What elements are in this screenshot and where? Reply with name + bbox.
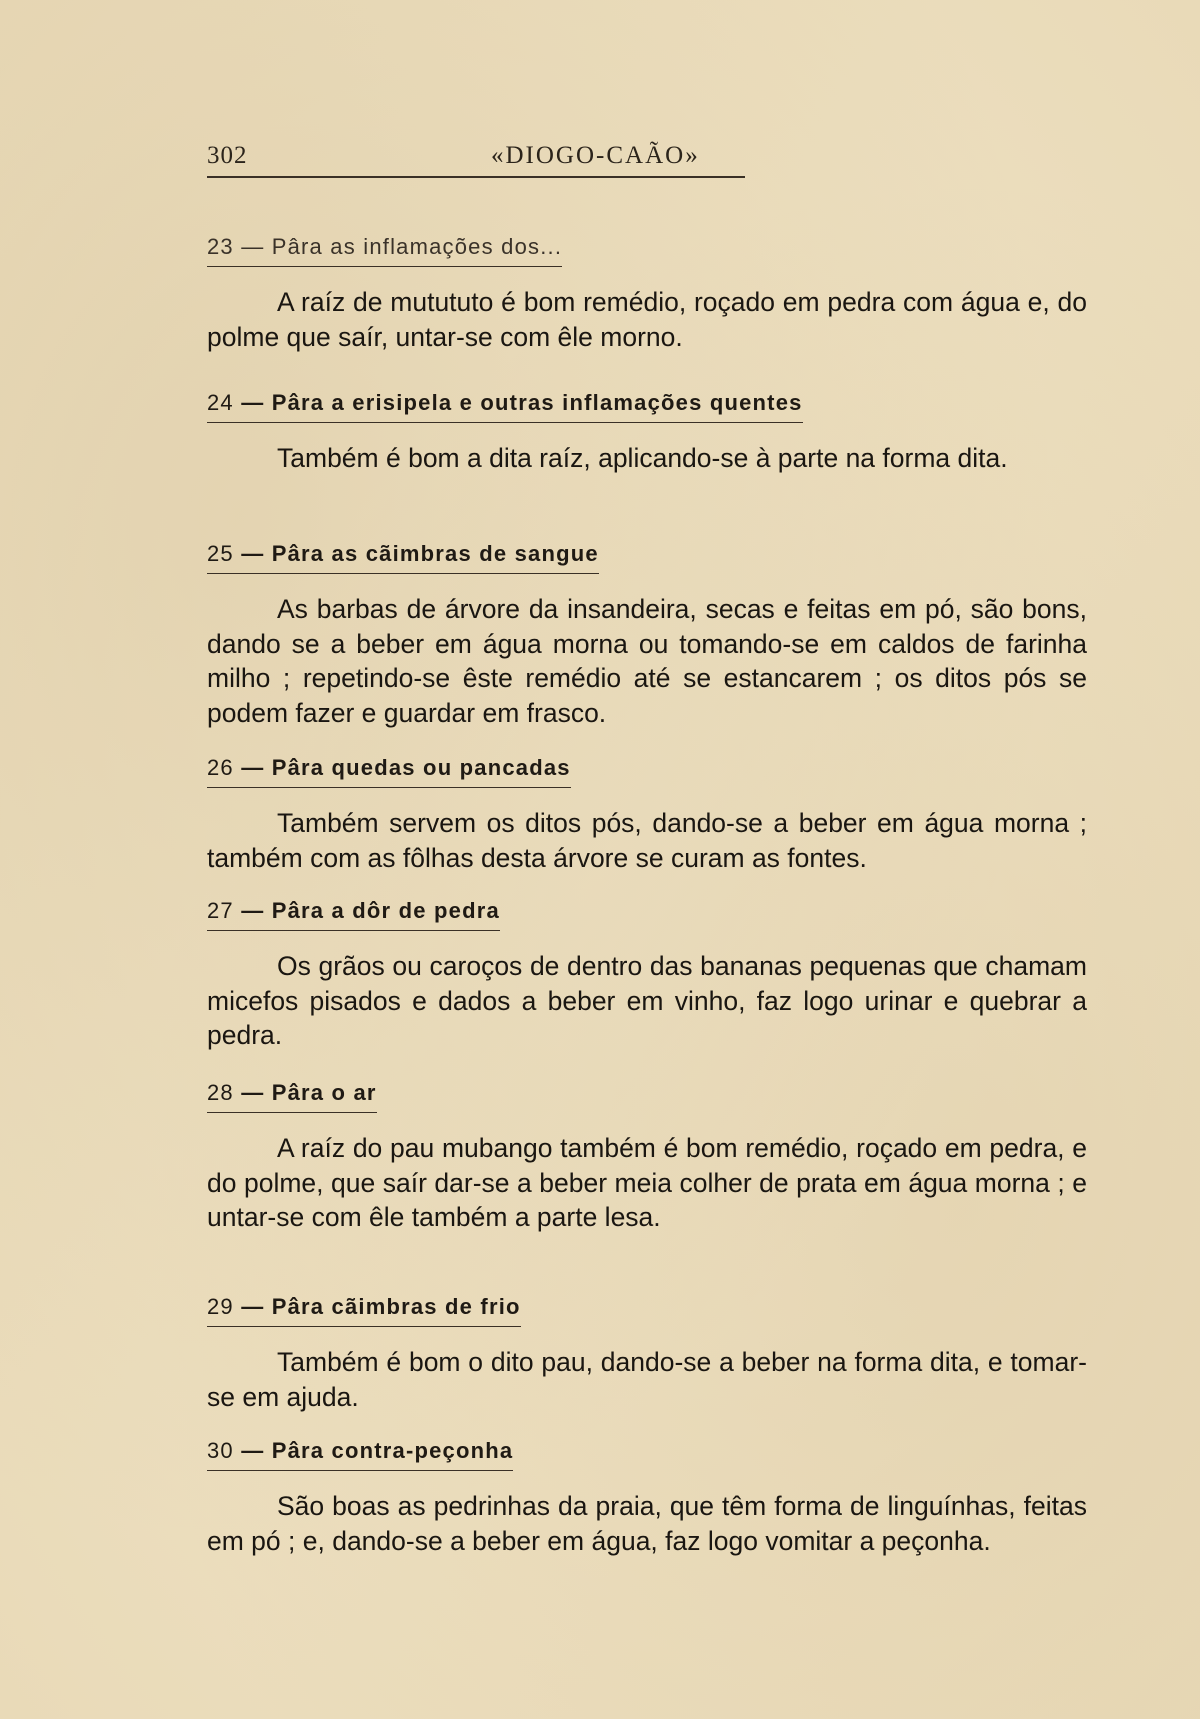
entry-number: 30 [207, 1438, 234, 1463]
entry-number: 23 [207, 234, 234, 259]
entry-body: As barbas de árvore da insandeira, secas e feitas em pó, são bons, dando se a beber em água morna ou tomando-se em caldos de farinha milho ; repetindo-se êste remédio até se estancarem ; os ditos pós se podem fazer e guardar em frasco. [207, 594, 1087, 728]
entry-28 [207, 1080, 1087, 1235]
entry-body: Também servem os ditos pós, dando-se a beber em água morna ; também com as fôlhas desta árvore se curam as fontes. [207, 808, 1087, 873]
entry-heading [207, 234, 562, 267]
entry-heading-text: — Pâra a erisipela e outras inflamações quentes [241, 390, 803, 415]
entry-23 [207, 234, 1087, 354]
entry-body: Os grãos ou caroços de dentro das bananas pequenas que chamam micefos pisados e dados a beber em vinho, faz logo urinar e quebrar a pedra. [207, 951, 1087, 1050]
entry-number: 28 [207, 1080, 234, 1105]
running-title: «DIOGO-CAÃO» [491, 142, 700, 169]
entry-body: A raíz de mutututo é bom remédio, roçado em pedra com água e, do polme que saír, untar-se com êle morno. [207, 287, 1087, 352]
entry-24 [207, 390, 1087, 476]
entry-heading-text: — Pâra o ar [241, 1080, 377, 1105]
entry-heading [207, 1080, 377, 1113]
entry-number: 27 [207, 898, 234, 923]
entry-27 [207, 898, 1087, 1053]
entry-heading [207, 898, 500, 931]
entry-heading-text: — Pâra quedas ou pancadas [241, 755, 571, 780]
entry-heading-text: — Pâra contra-peçonha [241, 1438, 514, 1463]
entry-number: 26 [207, 755, 234, 780]
header-rule [207, 176, 745, 178]
running-head [207, 142, 745, 178]
entry-number: 24 [207, 390, 234, 415]
entry-number: 29 [207, 1294, 234, 1319]
entry-body: São boas as pedrinhas da praia, que têm forma de linguínhas, feitas em pó ; e, dando-se a beber em água, faz logo vomitar a peçonha. [207, 1491, 1087, 1556]
entry-heading-text: — Pâra a dôr de pedra [241, 898, 500, 923]
entry-heading-text: — Pâra as inflamações dos... [241, 234, 563, 259]
entry-number: 25 [207, 541, 234, 566]
entry-body: Também é bom a dita raíz, aplicando-se à parte na forma dita. [277, 443, 1008, 473]
entry-heading [207, 390, 803, 423]
entry-30 [207, 1438, 1087, 1558]
page-number: 302 [207, 142, 248, 169]
entry-heading-text: — Pâra cãimbras de frio [241, 1294, 521, 1319]
entry-heading [207, 1438, 513, 1471]
entry-heading [207, 1294, 521, 1327]
entry-heading [207, 755, 571, 788]
entry-heading [207, 541, 599, 574]
entry-29 [207, 1294, 1087, 1414]
entry-body: Também é bom o dito pau, dando-se a beber na forma dita, e tomar-se em ajuda. [207, 1347, 1087, 1412]
entry-26 [207, 755, 1087, 875]
entry-25 [207, 541, 1087, 730]
entry-body: A raíz do pau mubango também é bom remédio, roçado em pedra, e do polme, que saír dar-se a beber meia colher de prata em água morna ; e untar-se com êle também a parte lesa. [207, 1133, 1087, 1232]
entry-heading-text: — Pâra as cãimbras de sangue [241, 541, 599, 566]
